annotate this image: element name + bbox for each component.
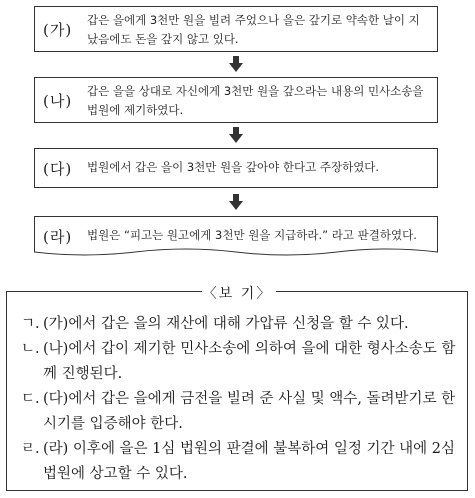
flow-step-label: (나) xyxy=(43,92,73,110)
bogi-item-text: (라) 이후에 을은 1심 법원의 판결에 불복하여 일정 기간 내에 2심 법원에 상고할 수 있다. xyxy=(43,441,456,482)
flow-step-label: (라) xyxy=(43,228,73,246)
bogi-item-marker: ㄹ. xyxy=(21,441,40,457)
flow-step-label: (다) xyxy=(43,160,73,178)
bogi-box xyxy=(6,291,468,491)
down-arrow-icon xyxy=(226,55,246,75)
flow-step-text: 갑은 을을 상대로 자신에게 3천만 원을 갚으라는 내용의 민사소송을 법원에 제기하였다. xyxy=(87,84,424,117)
down-arrow-icon xyxy=(226,193,246,213)
bogi-item-text: (나)에서 갑이 제기한 민사소송에 의하여 을에 대한 형사소송도 함께 진행된다. xyxy=(43,341,456,382)
bogi-item-nieun xyxy=(21,337,457,387)
flow-step-ra xyxy=(34,216,438,252)
bogi-item-marker: ㄷ. xyxy=(21,391,40,407)
down-arrow-icon xyxy=(226,126,246,146)
flow-step-da xyxy=(34,148,438,188)
bogi-item-giyeok xyxy=(21,312,457,337)
flow-step-text: 법원에서 갑은 을이 3천만 원을 갚아야 한다고 주장하였다. xyxy=(87,160,380,174)
flow-step-ga xyxy=(34,6,438,52)
wavy-bottom-edge xyxy=(34,248,438,258)
bogi-item-digeut xyxy=(21,387,457,437)
bogi-item-text: (가)에서 갑은 을의 재산에 대해 가압류 신청을 할 수 있다. xyxy=(43,316,409,332)
bogi-item-marker: ㄴ. xyxy=(21,341,40,357)
bogi-title: 〈보 기〉 xyxy=(202,286,273,302)
flow-step-text: 법원은 “피고는 원고에게 3천만 원을 지급하라.” 라고 판결하였다. xyxy=(87,228,417,242)
bogi-item-text: (다)에서 갑은 을에게 금전을 빌려 준 사실 및 액수, 돌려받기로 한 시기를 입증해야 한다. xyxy=(43,391,456,432)
flow-step-text: 갑은 을에게 3천만 원을 빌려 주었으나 을은 갚기로 약속한 날이 지났음에도 돈을 갚지 않고 있다. xyxy=(87,13,420,46)
flow-step-label: (가) xyxy=(43,21,73,39)
bogi-item-rieul xyxy=(21,437,457,487)
bogi-item-marker: ㄱ. xyxy=(21,316,40,332)
flow-step-na xyxy=(34,77,438,123)
